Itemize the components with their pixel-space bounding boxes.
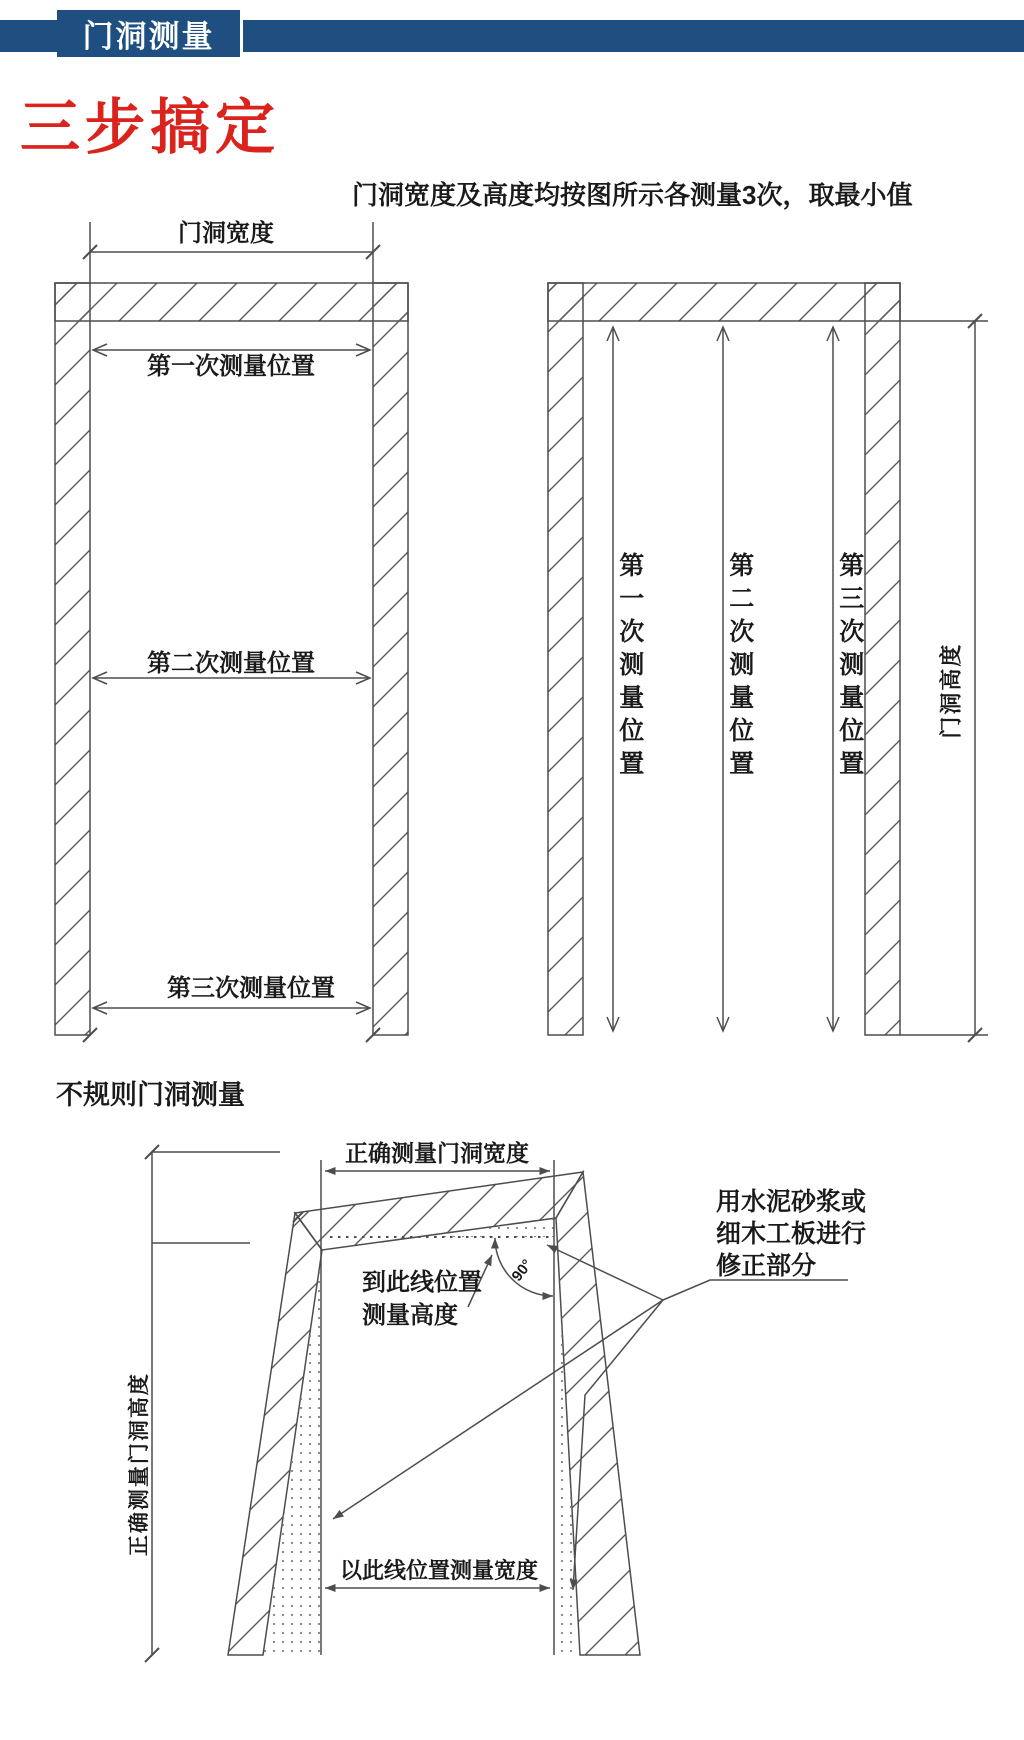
angle-label: 90° xyxy=(508,1256,536,1285)
correction-note xyxy=(716,1186,866,1282)
page-title: 三步搞定 xyxy=(20,94,280,161)
height-note xyxy=(362,1266,482,1332)
irregular-section-title: 不规则门洞测量 xyxy=(56,1080,245,1110)
height-dim-label: 门洞高度 xyxy=(938,642,964,739)
height-note-line-1: 到此线位置 xyxy=(362,1269,482,1296)
irregular-top-width-label: 正确测量门洞宽度 xyxy=(345,1140,529,1166)
width-diagram-lines xyxy=(55,222,408,1042)
irregular-bottom-width-label: 以此线位置测量宽度 xyxy=(340,1558,539,1583)
irregular-height-label: 正确测量门洞高度 xyxy=(127,1372,151,1557)
instruction-text: 门洞宽度及高度均按图所示各测量3次，取最小值 xyxy=(352,180,913,210)
width-measure-label-2: 第二次测量位置 xyxy=(147,650,315,677)
height-measure-label-3: 第三次测量位置 xyxy=(835,552,864,783)
height-note-line-2: 测量高度 xyxy=(362,1302,458,1329)
correction-note-line-3: 修正部分 xyxy=(716,1252,817,1280)
width-dim-label: 门洞宽度 xyxy=(178,220,274,247)
height-diagram-lines xyxy=(548,283,988,1042)
height-measure-label-2: 第二次测量位置 xyxy=(725,552,754,783)
header-banner-label: 门洞测量 xyxy=(82,19,215,54)
width-measure-label-1: 第一次测量位置 xyxy=(147,353,315,380)
width-measure-label-3: 第三次测量位置 xyxy=(167,975,335,1002)
correction-note-line-1: 用水泥砂浆或 xyxy=(716,1188,867,1216)
correction-note-line-2: 细木工板进行 xyxy=(716,1220,867,1248)
height-measure-label-1: 第一次测量位置 xyxy=(615,552,644,783)
